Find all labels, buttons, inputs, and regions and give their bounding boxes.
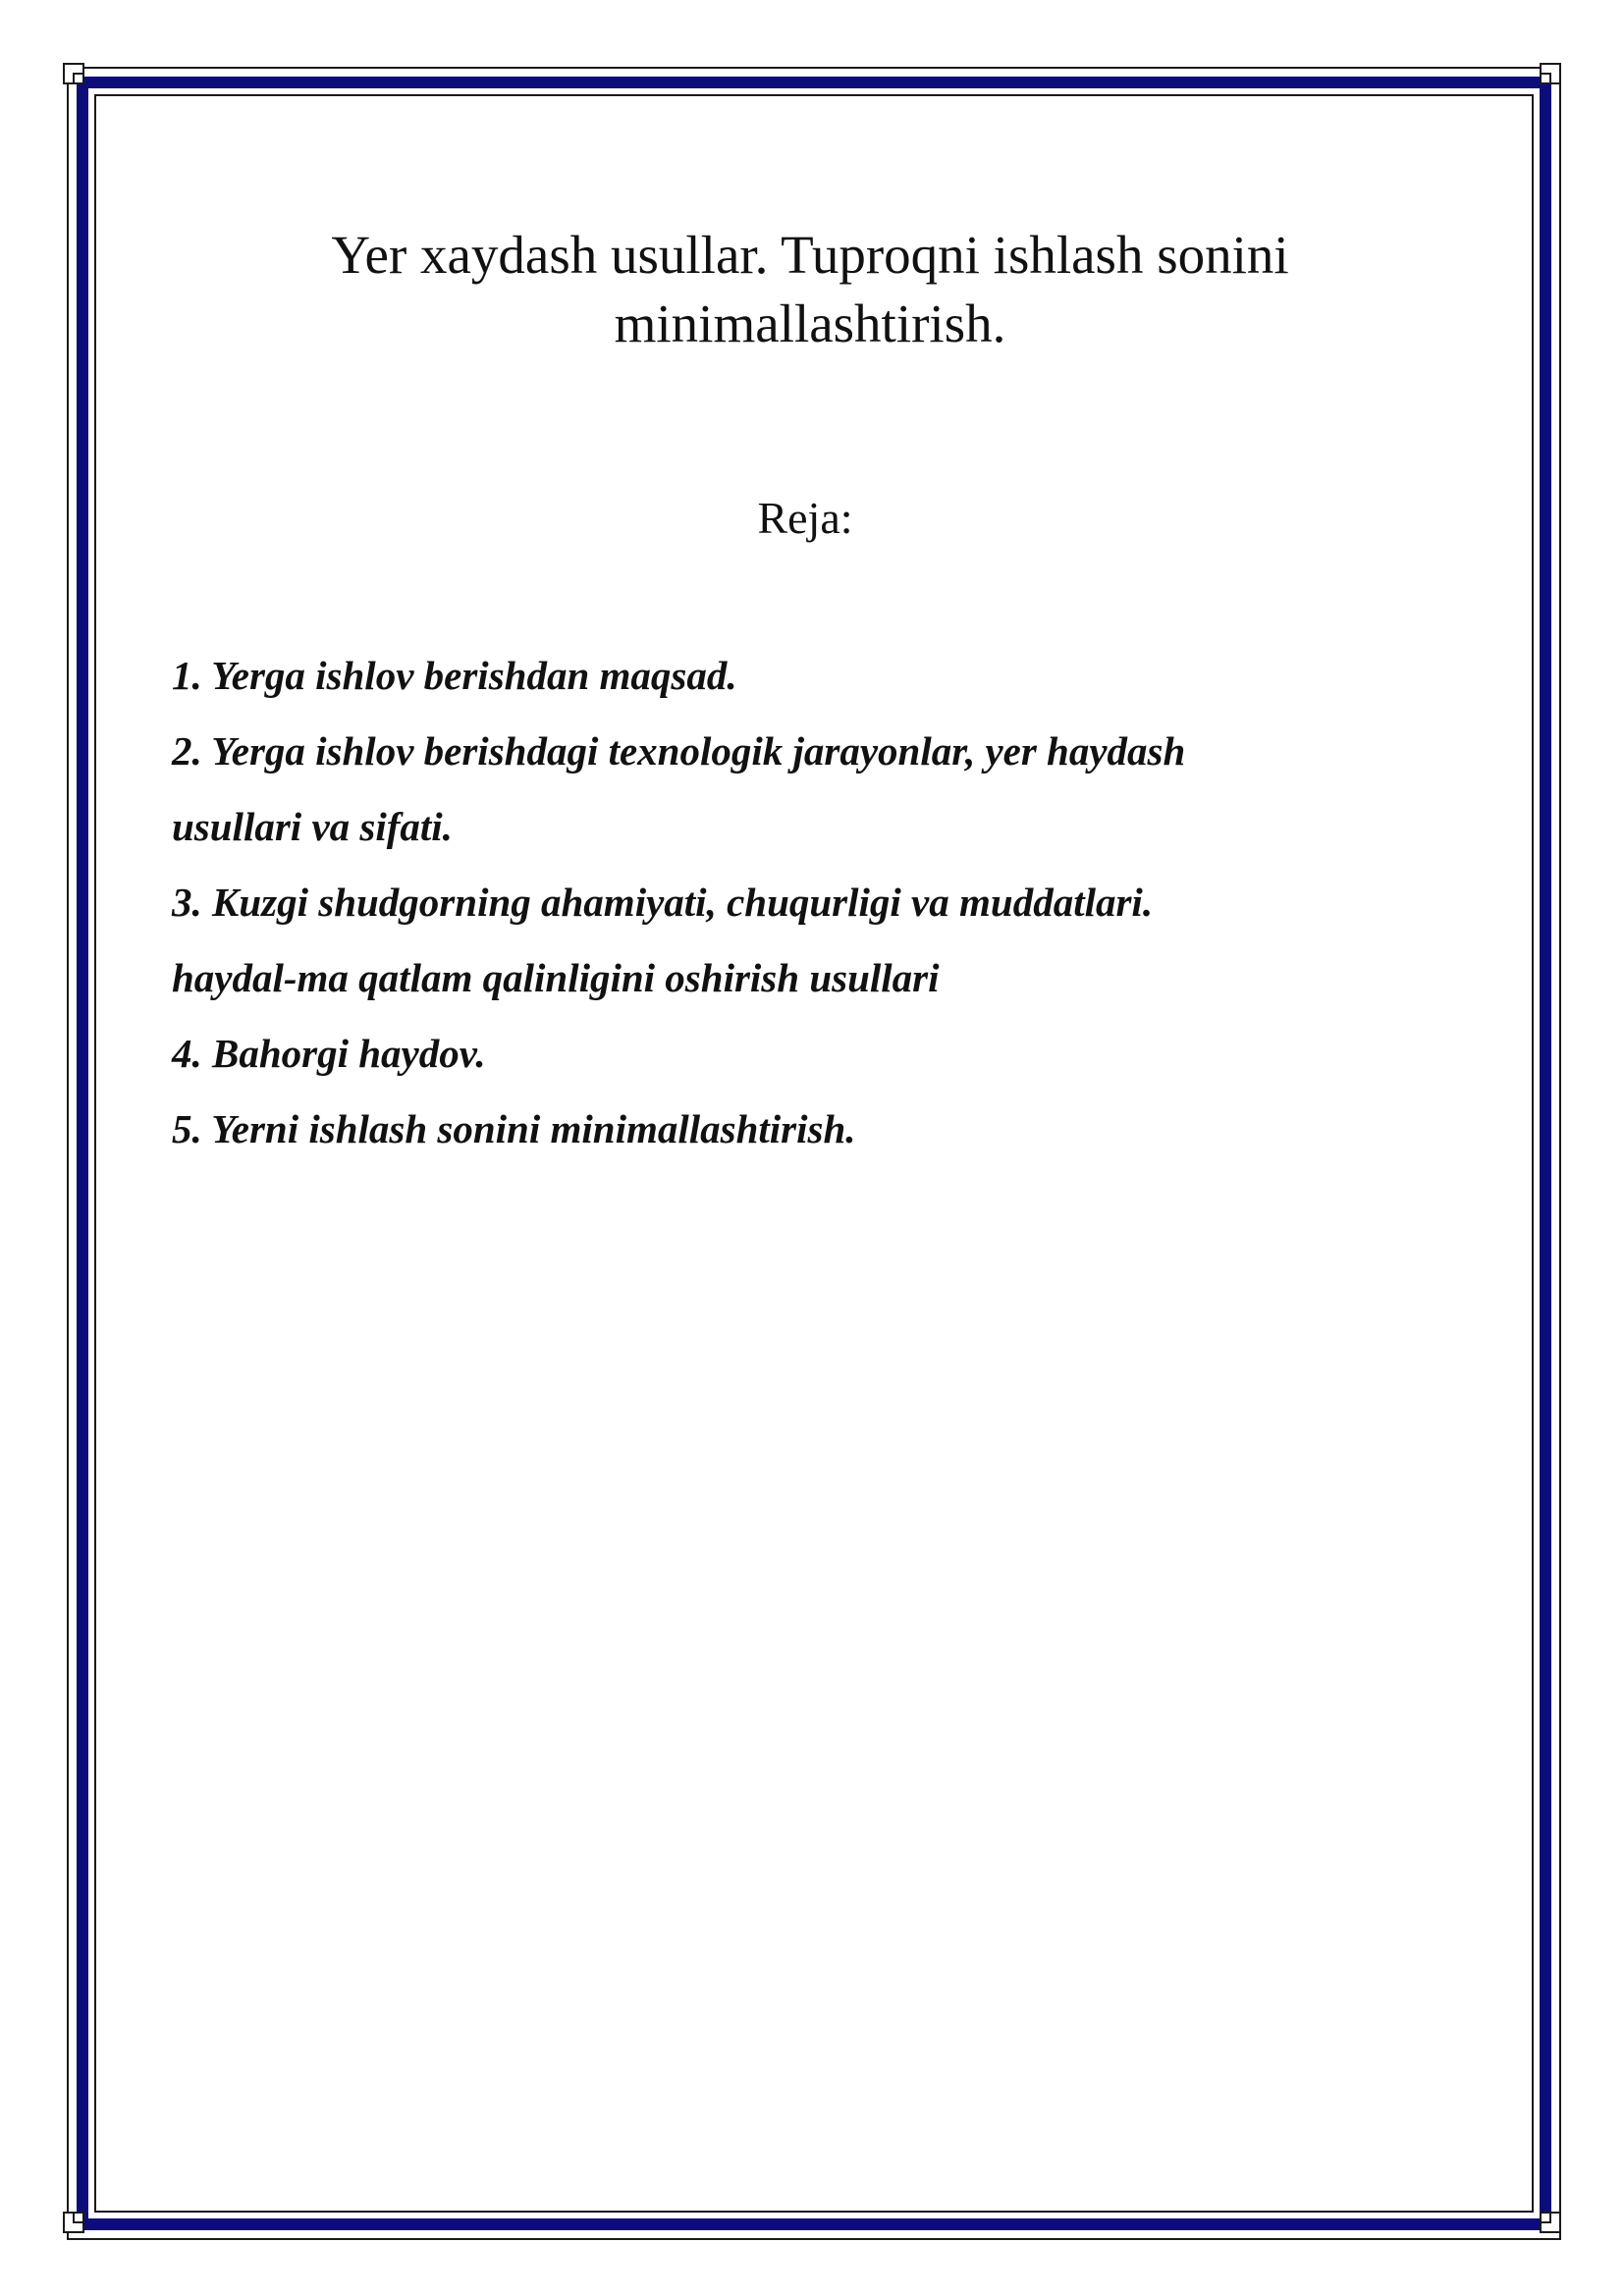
plan-item-1: 1. Yerga ishlov berishdan maqsad. — [172, 653, 737, 698]
plan-heading: Reja: — [757, 493, 853, 543]
plan-item-2: 2. Yerga ishlov berishdagi texnologik jarayonlar, yer haydash — [172, 728, 1186, 774]
corner-ornament-top-right — [1532, 63, 1561, 92]
plan-item-4: 4. Bahorgi haydov. — [172, 1031, 486, 1076]
plan-item-3-continued: haydal-ma qatlam qalinligini oshirish usullari — [172, 955, 940, 1000]
plan-item-2-continued: usullari va sifati. — [172, 804, 453, 849]
title-line-1: Yer xaydash usullar. Tuproqni ishlash sonini — [331, 225, 1289, 285]
plan-item-5: 5. Yerni ishlash sonini minimallashtirish. — [172, 1106, 856, 1151]
document-title — [172, 221, 1438, 358]
corner-ornament-bottom-right — [1532, 2204, 1561, 2233]
document-content — [172, 221, 1438, 1151]
corner-ornament-top-left — [63, 63, 92, 92]
corner-ornament-bottom-left — [63, 2204, 92, 2233]
plan-list — [172, 638, 1438, 1167]
plan-item-3: 3. Kuzgi shudgorning ahamiyati, chuqurligi va muddatlari. — [172, 880, 1154, 925]
title-line-2: minimallashtirish. — [614, 294, 1006, 353]
